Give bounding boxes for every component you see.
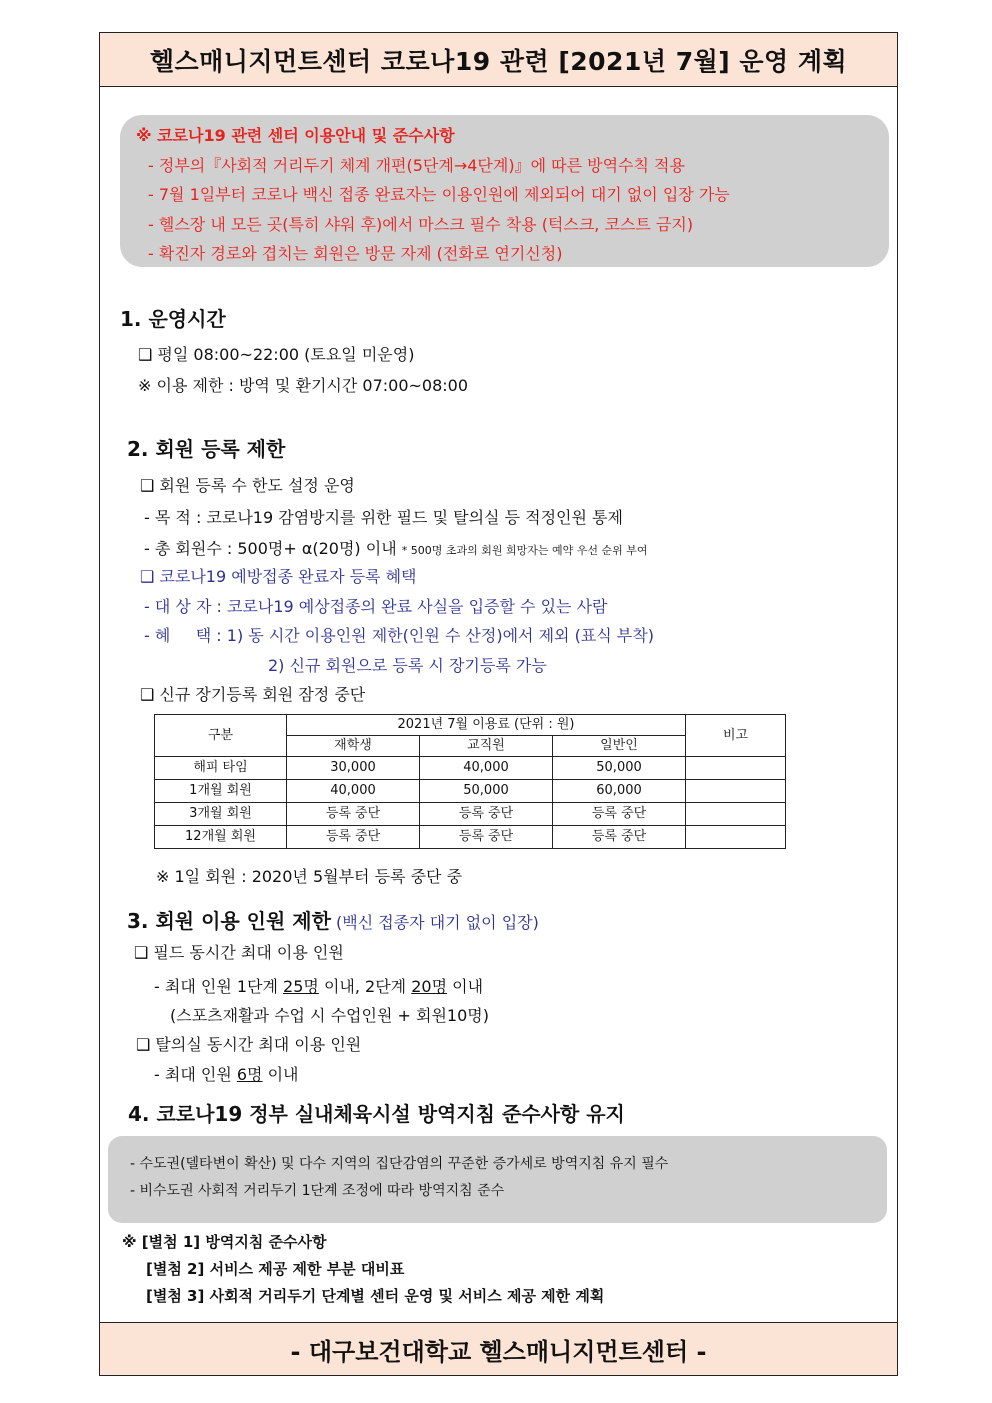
- table-cell: 등록 중단: [420, 826, 553, 849]
- table-cell: 등록 중단: [553, 803, 686, 826]
- table-cell-note: [686, 826, 786, 849]
- section3-heading-row: [127, 905, 539, 934]
- usage-restriction: ※ 이용 제한 : 방역 및 환기시간 07:00~08:00: [138, 376, 469, 395]
- table-header-fee: 2021년 7월 이용료 (단위 : 원): [287, 715, 686, 736]
- table-cell: 40,000: [420, 757, 553, 780]
- field-capacity-stage2: 20명: [411, 977, 448, 996]
- limit-title: ❑ 회원 등록 수 한도 설정 운영: [140, 476, 355, 495]
- notice-heading: ※ 코로나19 관련 센터 이용안내 및 준수사항: [136, 126, 455, 145]
- section2-heading: 2. 회원 등록 제한: [127, 437, 286, 461]
- total-members-note: * 500명 초과의 회원 희망자는 예약 우선 순위 부여: [401, 544, 648, 557]
- table-cell: 60,000: [553, 780, 686, 803]
- field-capacity-stage1: 25명: [283, 977, 319, 996]
- field-capacity-row: [154, 974, 483, 997]
- section1-heading: 1. 운영시간: [120, 307, 226, 331]
- benefit-target: - 대 상 자 : 코로나19 예상접종의 완료 사실을 입증할 수 있는 사람: [144, 597, 608, 616]
- table-cell-note: [686, 803, 786, 826]
- guideline-item: - 비수도권 사회적 거리두기 1단계 조정에 따라 방역지침 준수: [130, 1183, 505, 1199]
- table-subheader: 교직원: [420, 736, 553, 757]
- fee-table: [154, 714, 786, 849]
- guideline-item: - 수도권(델타변이 확산) 및 다수 지역의 집단감염의 꾸준한 증가세로 방역지침 유지 필수: [130, 1156, 669, 1172]
- table-cell: 50,000: [553, 757, 686, 780]
- table-row: [155, 826, 786, 849]
- table-cell: 등록 중단: [287, 826, 420, 849]
- day-member-note: ※ 1일 회원 : 2020년 5월부터 등록 중단 중: [156, 867, 463, 886]
- notice-item: - 7월 1일부터 코로나 백신 접종 완료자는 이용인원에 제외되어 대기 없이 입장 가능: [148, 185, 730, 204]
- section4-heading: 4. 코로나19 정부 실내체육시설 방역지침 준수사항 유지: [128, 1102, 625, 1126]
- locker-capacity-text: 이내: [262, 1065, 299, 1084]
- section3-heading: 3. 회원 이용 인원 제한: [127, 909, 331, 933]
- notice-item: - 헬스장 내 모든 곳(특히 샤워 후)에서 마스크 필수 착용 (턱스크, 코스트 금지): [148, 214, 694, 234]
- field-capacity-text: 이내, 2단계: [318, 977, 412, 996]
- table-row: [155, 757, 786, 780]
- table-cell: 등록 중단: [287, 803, 420, 826]
- table-header-note: 비고: [686, 715, 786, 757]
- guideline-box: [108, 1136, 887, 1223]
- table-row: [155, 803, 786, 826]
- total-members: - 총 회원수 : 500명+ α(20명) 이내: [144, 539, 397, 558]
- field-capacity-extra: (스포츠재활과 수업 시 수업인원 + 회원10명): [170, 1006, 489, 1025]
- table-cell: 30,000: [287, 757, 420, 780]
- attachment-2: [별첨 2] 서비스 제공 제한 부분 대비표: [146, 1260, 405, 1278]
- table-cell-name: 12개월 회원: [155, 826, 287, 849]
- locker-capacity-number: 6명: [236, 1065, 263, 1084]
- section3-heading-note: (백신 접종자 대기 없이 입장): [336, 913, 539, 932]
- table-cell: 등록 중단: [553, 826, 686, 849]
- locker-capacity-title: ❑ 탈의실 동시간 최대 이용 인원: [136, 1035, 362, 1054]
- table-subheader: 재학생: [287, 736, 420, 757]
- table-header-category: 구분: [155, 715, 287, 757]
- table-cell-name: 3개월 회원: [155, 803, 287, 826]
- footer-organization: - 대구보건대학교 헬스매니지먼트센터 -: [100, 1322, 897, 1375]
- field-capacity-text: 이내: [447, 977, 484, 996]
- page-title: 헬스매니지먼트센터 코로나19 관련 [2021년 7월] 운영 계획: [100, 33, 897, 87]
- total-members-row: [144, 536, 648, 559]
- purpose-text: - 목 적 : 코로나19 감염방지를 위한 필드 및 탈의실 등 적정인원 통제: [144, 508, 623, 527]
- table-cell: 50,000: [420, 780, 553, 803]
- locker-capacity-text: - 최대 인원: [154, 1065, 237, 1084]
- notice-item: - 정부의『사회적 거리두기 체계 개편(5단계→4단계)』에 따른 방역수칙 적용: [148, 155, 685, 175]
- field-capacity-text: - 최대 인원 1단계: [154, 977, 284, 996]
- benefit-item-1: - 혜 택 : 1) 동 시간 이용인원 제한(인원 수 산정)에서 제외 (표식 부착): [144, 626, 654, 645]
- attachment-3: [별첨 3] 사회적 거리두기 단계별 센터 운영 및 서비스 제공 제한 계획: [146, 1287, 605, 1305]
- table-row: [155, 780, 786, 803]
- notice-box: [120, 115, 889, 267]
- table-cell-note: [686, 757, 786, 780]
- table-cell-note: [686, 780, 786, 803]
- operating-hours: ❑ 평일 08:00~22:00 (토요일 미운영): [138, 345, 415, 364]
- notice-item: - 확진자 경로와 겹치는 회원은 방문 자제 (전화로 연기신청): [148, 244, 563, 263]
- vaccine-benefit-title: ❑ 코로나19 예방접종 완료자 등록 혜택: [140, 567, 417, 586]
- attachment-1: ※ [별첨 1] 방역지침 준수사항: [122, 1233, 327, 1251]
- table-subheader: 일반인: [553, 736, 686, 757]
- benefit-item-2: 2) 신규 회원으로 등록 시 장기등록 가능: [268, 656, 547, 675]
- field-capacity-title: ❑ 필드 동시간 최대 이용 인원: [134, 943, 344, 962]
- table-cell: 등록 중단: [420, 803, 553, 826]
- table-cell-name: 해피 타임: [155, 757, 287, 780]
- document-frame: [99, 32, 898, 1376]
- table-cell-name: 1개월 회원: [155, 780, 287, 803]
- table-cell: 40,000: [287, 780, 420, 803]
- suspend-title: ❑ 신규 장기등록 회원 잠정 중단: [140, 685, 366, 704]
- locker-capacity-row: [154, 1062, 299, 1085]
